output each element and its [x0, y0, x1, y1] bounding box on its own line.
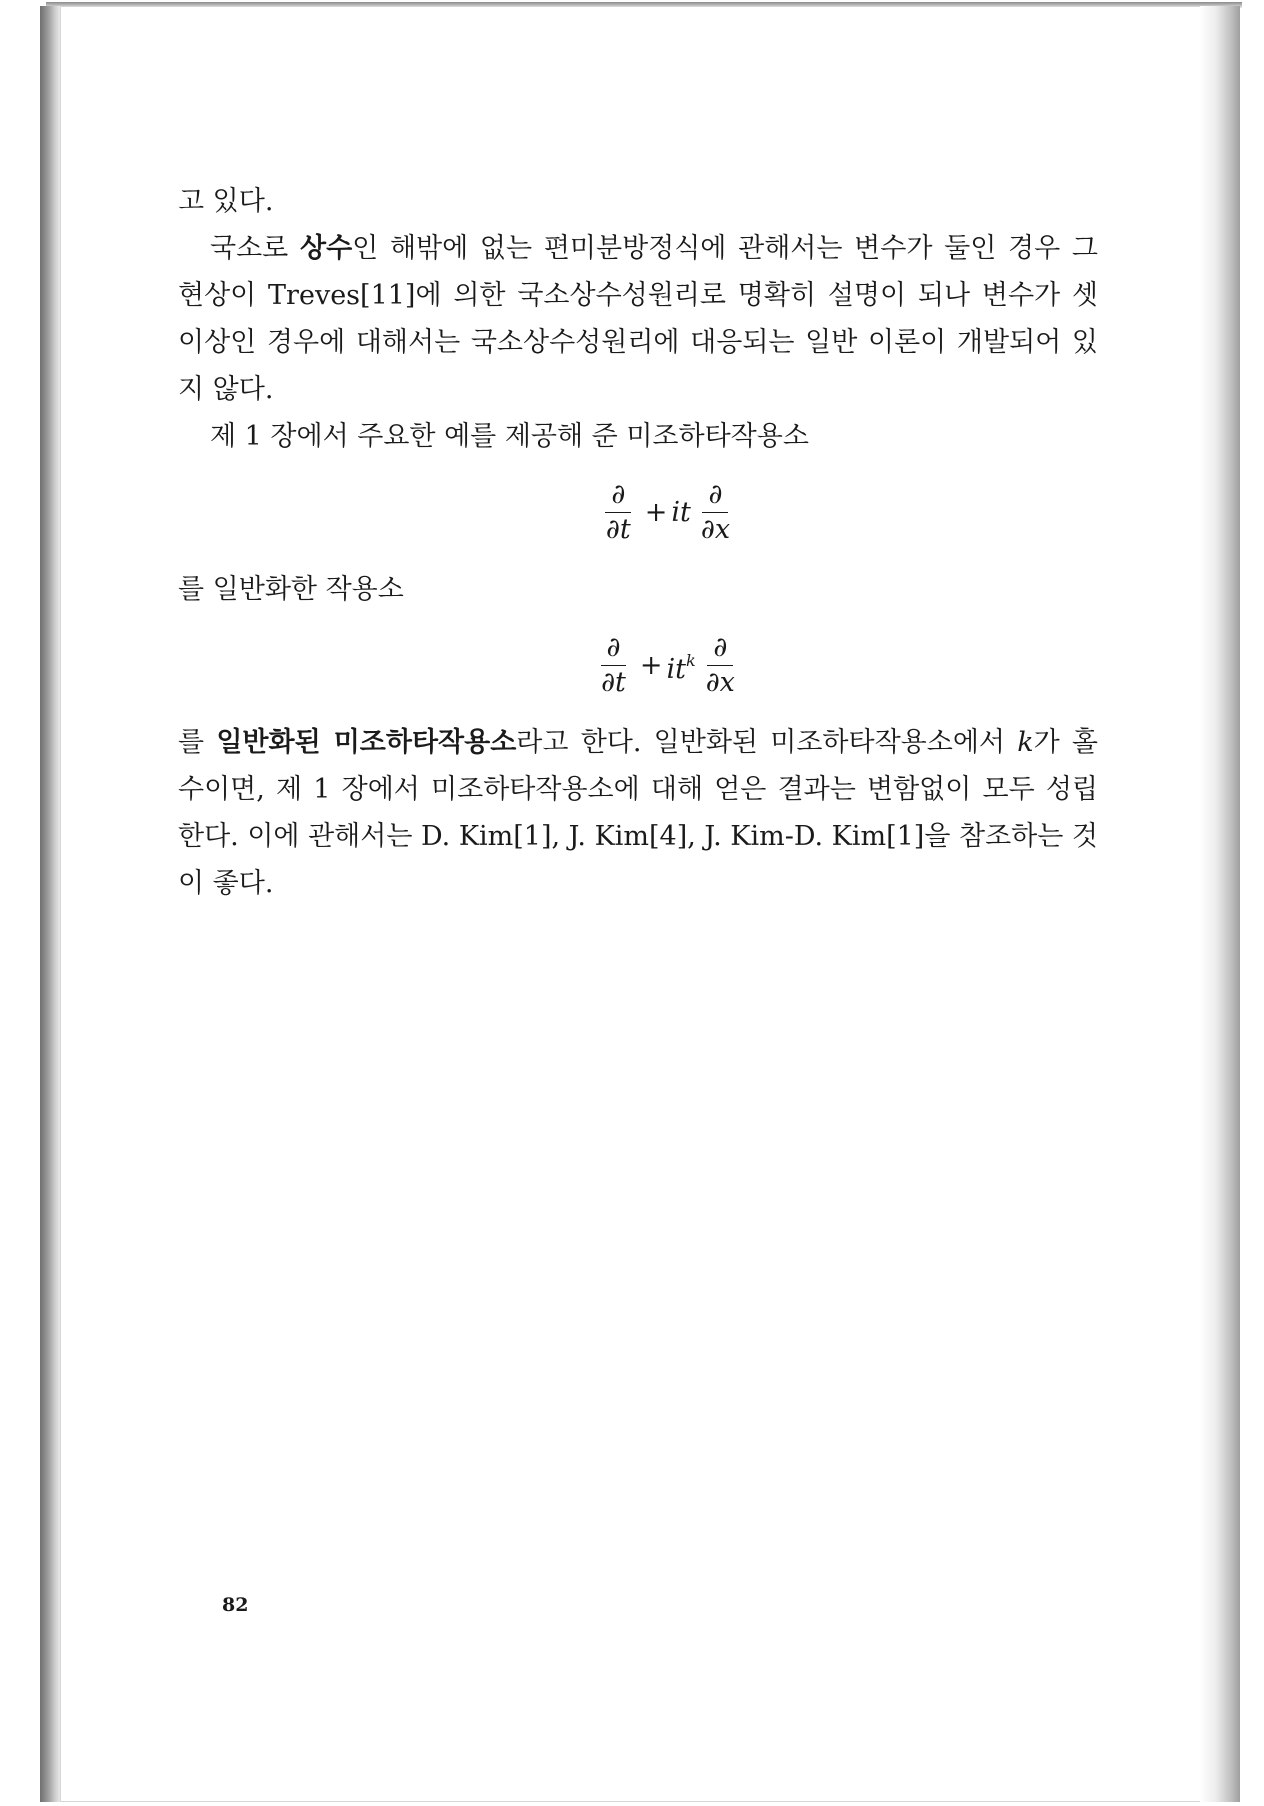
equation-mizohata [238, 464, 1098, 560]
paragraph-text: 를 [178, 727, 217, 758]
fraction [595, 633, 632, 698]
page-text [178, 178, 1098, 907]
fraction-numerator: ∂ [601, 633, 627, 666]
fraction-numerator: ∂ [605, 480, 631, 513]
coefficient-base: it [666, 654, 687, 685]
equation-generalized-mizohata [238, 617, 1098, 713]
fraction-denominator: ∂x [700, 513, 731, 545]
coefficient: it [671, 496, 691, 528]
paragraph-text: 국소로 [210, 233, 300, 264]
page-gutter-shadow [1200, 6, 1240, 1802]
fraction [695, 480, 736, 545]
fraction-numerator: ∂ [707, 633, 733, 666]
bold-term: 일반화된 미조하타작용소 [216, 727, 517, 758]
paragraph-local-constancy [178, 225, 1098, 413]
paragraph-text: 라고 한다. 일반화된 미조하타작용소에서 [516, 727, 1018, 758]
plus-sign: + [644, 496, 668, 528]
fraction-denominator: ∂t [605, 513, 631, 545]
page-number: 82 [222, 1594, 249, 1616]
fraction-denominator: ∂t [601, 666, 626, 698]
fraction-numerator: ∂ [702, 480, 728, 513]
exponent: k [686, 651, 696, 670]
paragraph-mizohata-intro: 제 1 장에서 주요한 예를 제공해 준 미조하타작용소 [210, 421, 809, 452]
paragraph-text: 인 해밖에 없는 편미분방정식에 관해서는 변수가 둘인 경우 그 현상이 Treves[11]에 의한 국소상수성원리로 명확히 설명이 되나 변수가 셋 이상인 경우에 대해서는 국소상수성원리에 대응되는 일반 이론이 개발되어 있지 않다. [178, 233, 1098, 405]
paragraph-generalized-intro: 를 일반화한 작용소 [178, 574, 404, 605]
paragraph-text: 가 홀수이면, 제 1 장에서 미조하타작용소에 대해 얻은 결과는 변함없이 모두 성립한다. 이에 관해서는 D. Kim[1], J. Kim[4], J. Kim-D. Kim[1]을 참조하는 것이 좋다. [178, 727, 1098, 899]
paragraph-generalized-definition [178, 719, 1098, 907]
fraction [600, 480, 637, 545]
plus-sign: + [639, 649, 663, 681]
coefficient [667, 637, 696, 693]
bold-term: 상수 [299, 233, 353, 264]
math-variable: k [1017, 727, 1034, 758]
fraction [700, 633, 741, 698]
fraction-denominator: ∂x [705, 666, 735, 698]
book-spine-edge [40, 6, 62, 1802]
continued-line: 고 있다. [178, 186, 274, 217]
